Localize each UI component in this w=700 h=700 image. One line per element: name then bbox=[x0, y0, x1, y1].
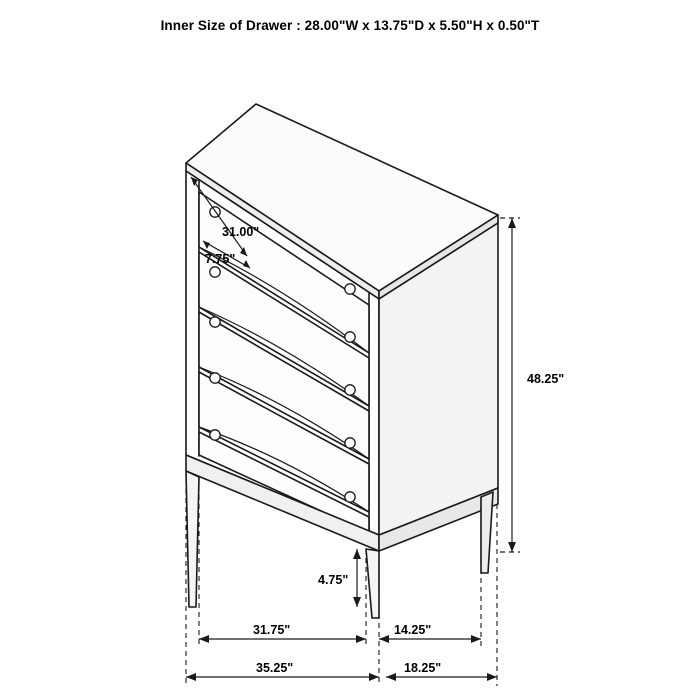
arrow-head bbox=[386, 673, 396, 681]
label-leg-height: 4.75" bbox=[318, 573, 349, 587]
arrow-head bbox=[508, 218, 516, 228]
arrow-head bbox=[471, 635, 481, 643]
dimension-leg-height bbox=[353, 549, 361, 607]
label-top-width: 31.00" bbox=[222, 225, 260, 239]
chest-leg-front-left bbox=[186, 471, 199, 607]
chest-leg-front-right bbox=[366, 549, 379, 618]
arrow-head bbox=[508, 542, 516, 552]
arrow-head bbox=[379, 635, 389, 643]
dimension-total-height bbox=[500, 218, 520, 552]
knob-icon bbox=[210, 267, 220, 277]
knob-icon bbox=[345, 385, 355, 395]
knob-icon bbox=[210, 373, 220, 383]
arrow-head bbox=[199, 635, 209, 643]
arrow-head bbox=[356, 635, 366, 643]
knob-icon bbox=[210, 317, 220, 327]
arrow-head bbox=[186, 673, 196, 681]
knob-icon bbox=[345, 284, 355, 294]
label-drawer-height: 7.75" bbox=[205, 252, 236, 266]
knob-icon bbox=[345, 492, 355, 502]
knob-icon bbox=[345, 438, 355, 448]
label-side-inner-depth: 14.25" bbox=[394, 623, 432, 637]
label-front-outer-width: 35.25" bbox=[256, 661, 294, 675]
arrow-head bbox=[353, 597, 361, 607]
label-front-inner-width: 31.75" bbox=[253, 623, 291, 637]
arrow-head bbox=[369, 673, 379, 681]
chest-leg-back-right bbox=[481, 492, 493, 573]
arrow-head bbox=[353, 549, 361, 559]
label-side-outer-depth: 18.25" bbox=[404, 661, 442, 675]
arrow-head bbox=[487, 673, 497, 681]
chest-illustration bbox=[186, 104, 498, 618]
knob-icon bbox=[345, 332, 355, 342]
dimension-side-outer-depth bbox=[386, 673, 497, 681]
label-total-height: 48.25" bbox=[527, 372, 565, 386]
knob-icon bbox=[210, 430, 220, 440]
page-title: Inner Size of Drawer : 28.00"W x 13.75"D x 5.50"H x 0.50"T bbox=[160, 18, 540, 33]
